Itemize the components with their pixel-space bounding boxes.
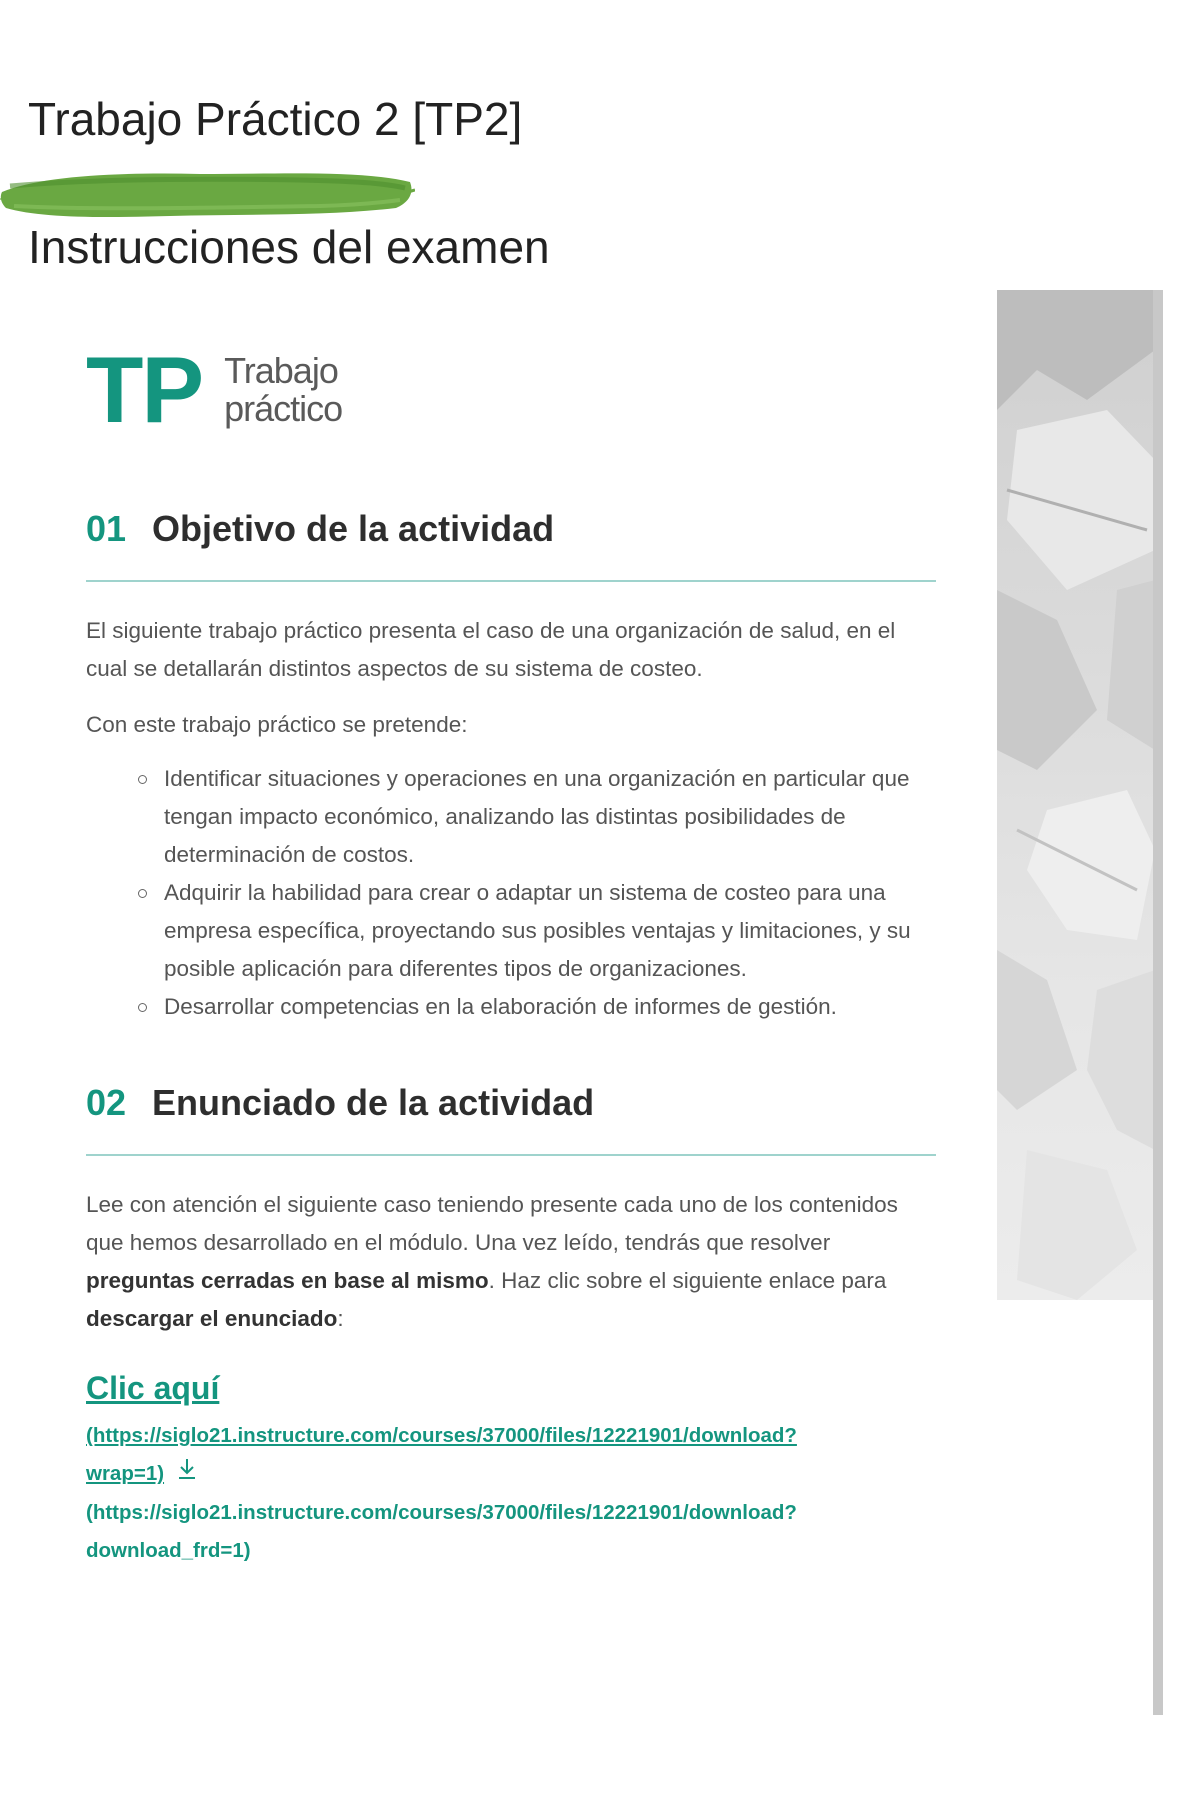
circle-bullet-icon — [138, 889, 147, 898]
section-statement-heading — [86, 1082, 936, 1156]
list-item-text: Adquirir la habilidad para crear o adaptar un sistema de costeo para una empresa específica, proyectando sus posibles ventajas y limitaciones, y su posible aplicación para diferentes tipos de organizaciones. — [164, 880, 911, 981]
list-item-text: Desarrollar competencias en la elaboración de informes de gestión. — [164, 994, 837, 1019]
list-item — [164, 874, 936, 988]
download-icon[interactable] — [176, 1456, 198, 1494]
circle-bullet-icon — [138, 1003, 147, 1012]
download-frd-url[interactable] — [86, 1501, 797, 1562]
url-text: wrap=1) — [86, 1462, 165, 1485]
statement-text: . Haz clic sobre el siguiente enlace para — [488, 1268, 887, 1293]
list-item-text: Identificar situaciones y operaciones en una organización en particular que tengan impacto económico, analizando las distintas posibilidades de determinación de costos. — [164, 766, 910, 867]
statement-text: : — [337, 1306, 344, 1331]
objective-list — [86, 760, 936, 1026]
statement-paragraph — [86, 1186, 936, 1338]
page-title: Trabajo Práctico 2 [TP2] — [28, 93, 523, 145]
section-number: 01 — [86, 508, 127, 549]
download-url-block — [86, 1417, 936, 1570]
tp-logo-words — [224, 352, 342, 428]
statement-text: Lee con atención el siguiente caso teniendo presente cada uno de los contenidos que hemos desarrollado en el módulo. Una vez leído, tendrás que resolver — [86, 1192, 898, 1255]
statement-bold-text: preguntas cerradas en base al mismo — [86, 1268, 489, 1293]
exam-instructions-content — [86, 337, 936, 1570]
objective-intro: El siguiente trabajo práctico presenta el caso de una organización de salud, en el cual se detallarán distintos aspectos de su sistema de costeo. — [86, 618, 896, 681]
url-text: (https://siglo21.instructure.com/courses/37000/files/12221901/download? — [86, 1424, 797, 1447]
page-subtitle: Instrucciones del examen — [28, 221, 550, 273]
tp-logo — [86, 337, 936, 442]
list-item — [164, 760, 936, 874]
section-title: Enunciado de la actividad — [152, 1082, 595, 1123]
tp-logo-word1: Trabajo — [224, 350, 338, 391]
list-item — [164, 988, 936, 1026]
side-decorative-image — [997, 290, 1155, 1300]
tp-logo-word2: práctico — [224, 388, 343, 429]
objective-lead: Con este trabajo práctico se pretende: — [86, 712, 468, 737]
abstract-pattern-icon — [997, 290, 1155, 1300]
tp-logo-mark: TP — [86, 337, 203, 442]
circle-bullet-icon — [138, 775, 147, 784]
section-objective-heading — [86, 508, 936, 582]
brush-stroke-decoration — [0, 162, 415, 224]
url-text: (https://siglo21.instructure.com/courses/37000/files/12221901/download? — [86, 1500, 797, 1524]
url-text: download_frd=1) — [86, 1538, 251, 1562]
scrollbar-track[interactable] — [1153, 290, 1163, 1715]
section-number: 02 — [86, 1082, 127, 1123]
section-title: Objetivo de la actividad — [152, 508, 555, 549]
download-link-clic-aqui[interactable]: Clic aquí — [86, 1370, 220, 1406]
statement-bold-text: descargar el enunciado — [86, 1306, 338, 1331]
